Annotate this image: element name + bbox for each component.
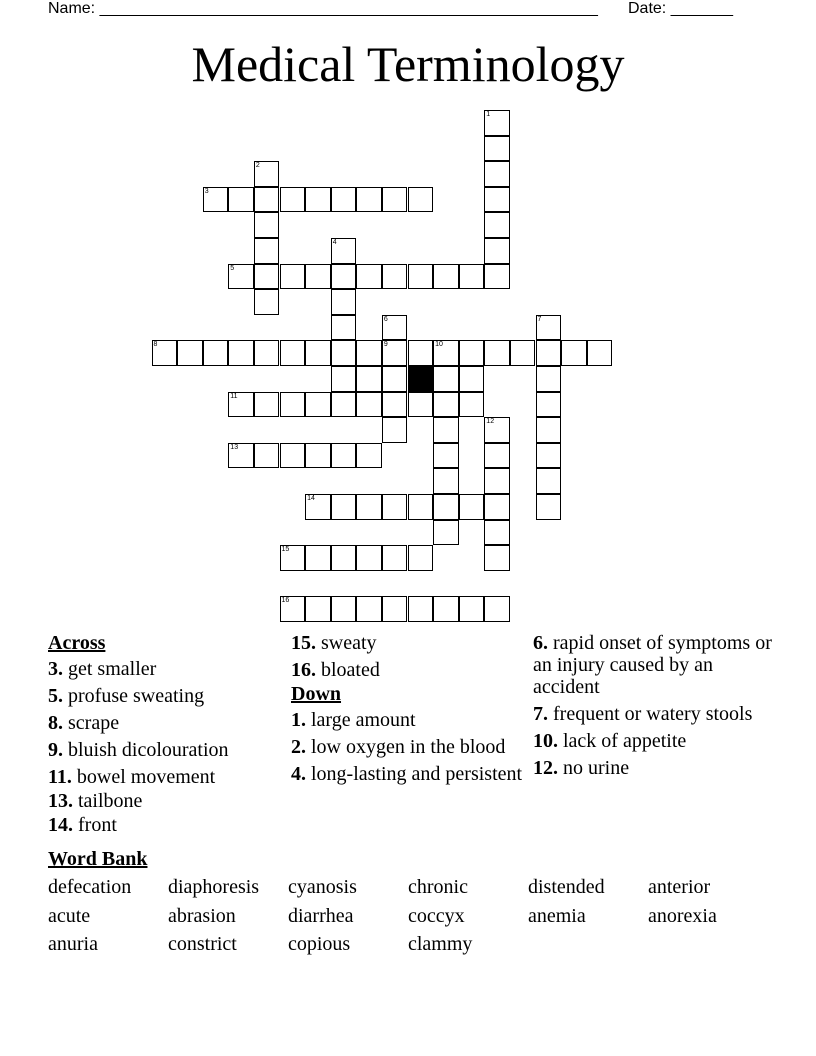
grid-cell[interactable] [382,392,408,418]
clue-down-6: 6. rapid onset of symptoms or an injury caused by an accident [533,632,772,698]
grid-cell[interactable] [484,136,510,162]
grid-cell[interactable] [459,366,485,392]
grid-cell[interactable] [484,443,510,469]
clue-number: 12 [486,418,495,426]
black-square [408,366,434,392]
clue-across-16: 16. bloated [291,659,380,681]
grid-cell[interactable] [203,340,229,366]
grid-cell[interactable] [433,417,459,443]
grid-cell[interactable] [305,545,331,571]
clue-number: 2 [255,162,260,170]
clue-down-2: 2. low oxygen in the blood [291,736,506,758]
grid-cell[interactable] [280,264,306,290]
grid-cell[interactable] [433,596,459,622]
word-bank-word: diaphoresis [168,876,260,898]
clue-across-14: 14. front [48,814,117,836]
clues-column-1 [48,632,283,841]
word-bank-heading: Word Bank [48,848,148,870]
word-bank-word: chronic [408,876,468,898]
grid-cell[interactable] [228,340,254,366]
grid-cell[interactable] [484,468,510,494]
grid-cell[interactable] [433,366,459,392]
grid-cell[interactable] [536,443,562,469]
word-bank-word: anemia [528,904,586,927]
grid-cell[interactable] [510,340,536,366]
word-bank-word: copious [288,933,351,955]
grid-cell[interactable] [536,340,562,366]
grid-cell[interactable] [331,494,357,520]
word-bank-word: defecation [48,876,132,898]
across-heading: Across [48,632,106,654]
page-title: Medical Terminology [191,36,625,92]
grid-cell[interactable] [536,468,562,494]
word-bank-word: acute [48,904,91,927]
grid-cell[interactable] [305,187,331,213]
clue-across-3: 3. get smaller [48,658,157,680]
grid-cell[interactable] [561,340,587,366]
word-bank-word: anorexia [648,904,717,927]
grid-cell[interactable] [305,264,331,290]
grid-cell[interactable] [459,340,485,366]
grid-cell[interactable] [536,315,562,341]
grid-cell[interactable] [254,443,280,469]
clue-number: 5 [230,264,235,272]
grid-cell[interactable] [484,340,510,366]
grid-cell[interactable] [228,443,254,469]
word-bank-word: anuria [48,933,98,955]
grid-cell[interactable] [254,161,280,187]
grid-cell[interactable] [305,392,331,418]
clue-across-9: 9. bluish dicolouration [48,739,229,761]
grid-cell[interactable] [382,315,408,341]
grid-cell[interactable] [305,596,331,622]
clue-number: 9 [383,341,388,349]
clue-down-12: 12. no urine [533,757,630,779]
grid-cell[interactable] [382,187,408,213]
grid-cell[interactable] [536,392,562,418]
grid-cell[interactable] [356,340,382,366]
clue-number: 4 [332,239,337,246]
grid-cell[interactable] [459,264,485,290]
clue-number: 6 [383,315,388,323]
grid-cell[interactable] [254,340,280,366]
grid-cell[interactable] [356,264,382,290]
grid-cell[interactable] [459,494,485,520]
grid-cell[interactable] [331,596,357,622]
grid-cell[interactable] [305,340,331,366]
clue-number: 10 [435,341,443,349]
word-bank-word: abrasion [168,904,236,927]
grid-cell[interactable] [408,596,434,622]
grid-cell[interactable] [305,494,331,520]
grid-cell[interactable] [484,520,510,546]
grid-cell[interactable] [408,494,434,520]
grid-cell[interactable] [433,340,459,366]
grid-cell[interactable] [382,264,408,290]
grid-cell[interactable] [433,468,459,494]
clue-across-8: 8. scrape [48,712,120,734]
grid-cell[interactable] [280,443,306,469]
grid-cell[interactable] [331,315,357,341]
clues-column-2 [291,632,526,790]
word-bank-word: diarrhea [288,904,354,927]
clue-number: 1 [486,111,491,118]
grid-cell[interactable] [484,110,510,136]
grid-cell[interactable] [203,187,229,213]
grid-cell[interactable] [254,187,280,213]
grid-cell[interactable] [382,366,408,392]
grid-cell[interactable] [356,187,382,213]
grid-cell[interactable] [331,289,357,315]
grid-cell[interactable] [280,392,306,418]
clue-number: 11 [230,392,238,400]
grid-cell[interactable] [228,187,254,213]
grid-cell[interactable] [280,340,306,366]
grid-cell[interactable] [433,494,459,520]
clue-number: 14 [307,495,315,502]
grid-cell[interactable] [152,340,178,366]
grid-cell[interactable] [280,545,306,571]
clue-number: 7 [537,315,542,323]
grid-cell[interactable] [331,340,357,366]
grid-cell[interactable] [484,161,510,187]
grid-cell[interactable] [228,264,254,290]
grid-cell[interactable] [408,264,434,290]
grid-cell[interactable] [254,392,280,418]
word-bank-word: cyanosis [288,876,357,898]
grid-cell[interactable] [280,187,306,213]
clue-down-7: 7. frequent or watery stools [533,703,753,725]
grid-cell[interactable] [254,289,280,315]
grid-cell[interactable] [408,392,434,418]
grid-cell[interactable] [331,238,357,264]
grid-cell[interactable] [484,264,510,290]
grid-cell[interactable] [536,417,562,443]
grid-cell[interactable] [254,212,280,238]
grid-cell[interactable] [382,545,408,571]
grid-cell[interactable] [484,494,510,520]
grid-cell[interactable] [484,212,510,238]
grid-cell[interactable] [536,366,562,392]
grid-cell[interactable] [382,494,408,520]
clue-down-10: 10. lack of appetite [533,730,687,752]
grid-cell[interactable] [356,494,382,520]
grid-cell[interactable] [484,596,510,622]
grid-cell[interactable] [484,545,510,571]
clue-across-11: 11. bowel movement [48,766,216,788]
word-bank-word: coccyx [408,904,465,927]
clue-number: 15 [281,546,290,554]
clue-down-1: 1. large amount [291,709,416,731]
clue-across-15: 15. sweaty [291,632,377,654]
grid-cell[interactable] [408,340,434,366]
grid-cell[interactable] [331,187,357,213]
grid-cell[interactable] [408,545,434,571]
grid-cell[interactable] [382,417,408,443]
grid-cell[interactable] [382,596,408,622]
grid-cell[interactable] [433,520,459,546]
grid-cell[interactable] [254,264,280,290]
grid-cell[interactable] [254,238,280,264]
clues-column-3 [533,632,773,784]
grid-cell[interactable] [433,392,459,418]
grid-cell[interactable] [331,366,357,392]
grid-cell[interactable] [433,443,459,469]
word-bank-word: anterior [648,876,711,898]
grid-cell[interactable] [356,392,382,418]
grid-cell[interactable] [331,264,357,290]
grid-cell[interactable] [356,443,382,469]
date-field-label[interactable]: Date: _______ [628,0,733,17]
grid-cell[interactable] [356,596,382,622]
word-bank-word: distended [528,876,605,898]
grid-cell[interactable] [305,443,331,469]
grid-cell[interactable] [228,392,254,418]
grid-cell[interactable] [459,392,485,418]
grid-cell[interactable] [331,392,357,418]
grid-cell[interactable] [280,596,306,622]
grid-cell[interactable] [356,545,382,571]
clue-down-4: 4. long-lasting and persistent [291,763,523,785]
grid-cell[interactable] [331,443,357,469]
grid-cell[interactable] [484,187,510,213]
clue-number: 8 [153,341,158,349]
grid-cell[interactable] [408,187,434,213]
grid-cell[interactable] [536,494,562,520]
clue-across-13: 13. tailbone [48,790,143,812]
grid-cell[interactable] [484,417,510,443]
grid-cell[interactable] [484,238,510,264]
clue-number: 3 [204,187,209,195]
word-bank-word: clammy [408,933,473,955]
grid-cell[interactable] [382,340,408,366]
grid-cell[interactable] [459,596,485,622]
clue-across-5: 5. profuse sweating [48,685,205,707]
word-bank-word: constrict [168,933,237,955]
name-field-label[interactable]: Name: ________________________________________________________ [48,0,598,17]
grid-cell[interactable] [331,545,357,571]
grid-cell[interactable] [177,340,203,366]
grid-cell[interactable] [356,366,382,392]
down-heading: Down [291,683,342,705]
clue-number: 16 [281,597,290,605]
grid-cell[interactable] [433,264,459,290]
grid-cell[interactable] [587,340,613,366]
clue-number: 13 [230,443,239,451]
